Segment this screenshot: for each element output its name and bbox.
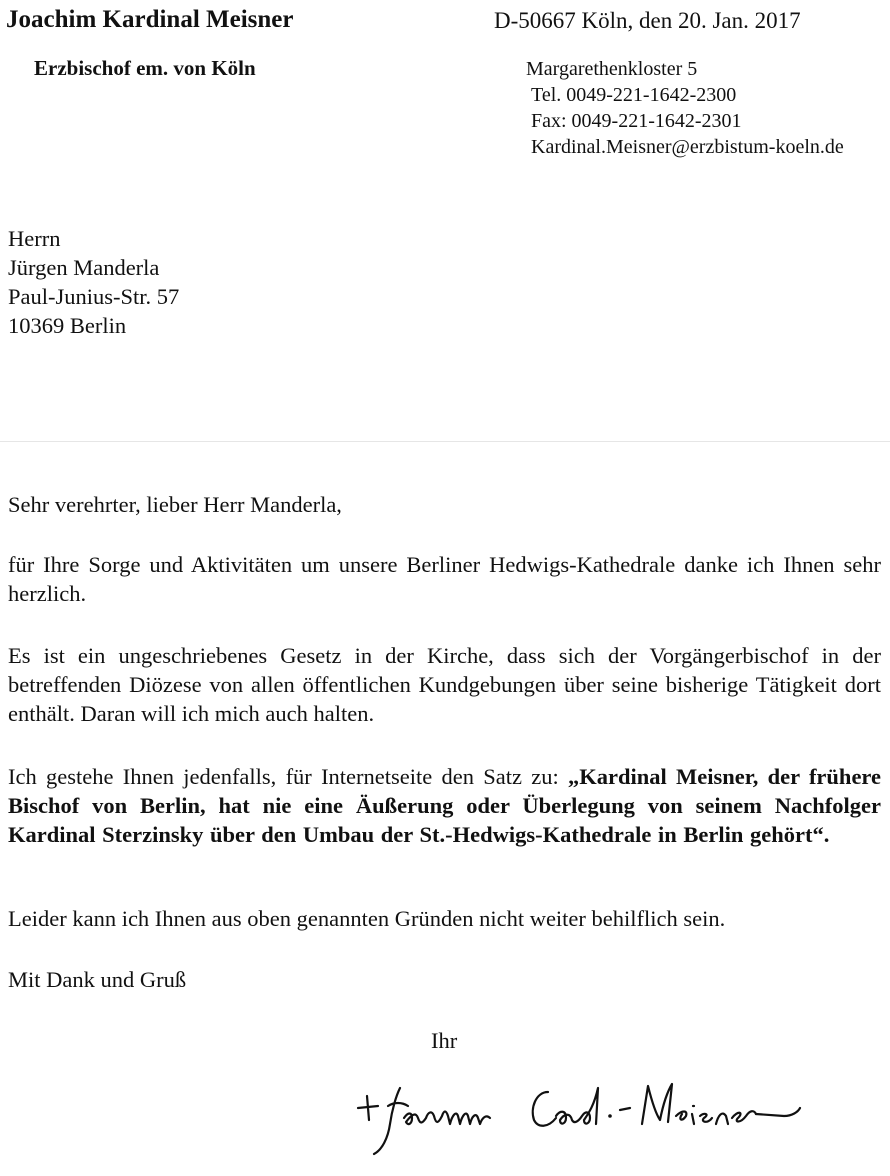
recipient-address	[8, 224, 179, 340]
paragraph-2: Es ist ein ungeschriebenes Gesetz in der Kirche, dass sich der Vorgängerbischof in der betreffenden Diözese von allen öffentlichen Kundgebungen über seine bisherige Tätigkeit dort enthält. Daran will ich mich auch halten.	[8, 643, 881, 726]
recipient-name: Jürgen Manderla	[8, 255, 160, 280]
paragraph-3-intro: Ich gestehe Ihnen jedenfalls, für Internetseite den Satz zu:	[8, 764, 569, 789]
place-date: D-50667 Köln, den 20. Jan. 2017	[494, 8, 801, 33]
recipient-salutation-line: Herrn	[8, 226, 61, 251]
paragraph-3	[8, 762, 881, 849]
letter-salutation: Sehr verehrter, lieber Herr Manderla,	[8, 492, 342, 517]
paragraph-4: Leider kann ich Ihnen aus oben genannten Gründen nicht weiter behilflich sein.	[8, 906, 726, 931]
letter-closing: Mit Dank und Gruß	[8, 967, 187, 992]
fold-line	[0, 441, 890, 442]
recipient-street: Paul-Junius-Str. 57	[8, 284, 180, 309]
sender-address	[526, 56, 844, 160]
recipient-city: 10369 Berlin	[8, 313, 127, 338]
paragraph-3-quote: „Kardinal Meisner, der frühere Bischof von Berlin, hat nie eine Äußerung oder Überlegung von seinem Nachfolger Kardinal Sterzinsky über den Umbau der St.-Hedwigs-Kathedrale in Berlin gehört“.	[8, 764, 882, 847]
sender-street: Margarethenkloster 5	[526, 58, 698, 80]
sender-title: Erzbischof em. von Köln	[34, 56, 256, 80]
paragraph-1: für Ihre Sorge und Aktivitäten um unsere Berliner Hedwigs-Kathedrale danke ich Ihnen sehr herzlich.	[8, 552, 881, 606]
sender-fax: Fax: 0049-221-1642-2301	[531, 110, 742, 132]
sender-name: Joachim Kardinal Meisner	[6, 6, 294, 33]
sender-tel: Tel. 0049-221-1642-2300	[531, 84, 737, 106]
handwritten-signature	[352, 1066, 822, 1156]
sender-email: Kardinal.Meisner@erzbistum-koeln.de	[531, 136, 844, 158]
valediction: Ihr	[431, 1028, 458, 1053]
